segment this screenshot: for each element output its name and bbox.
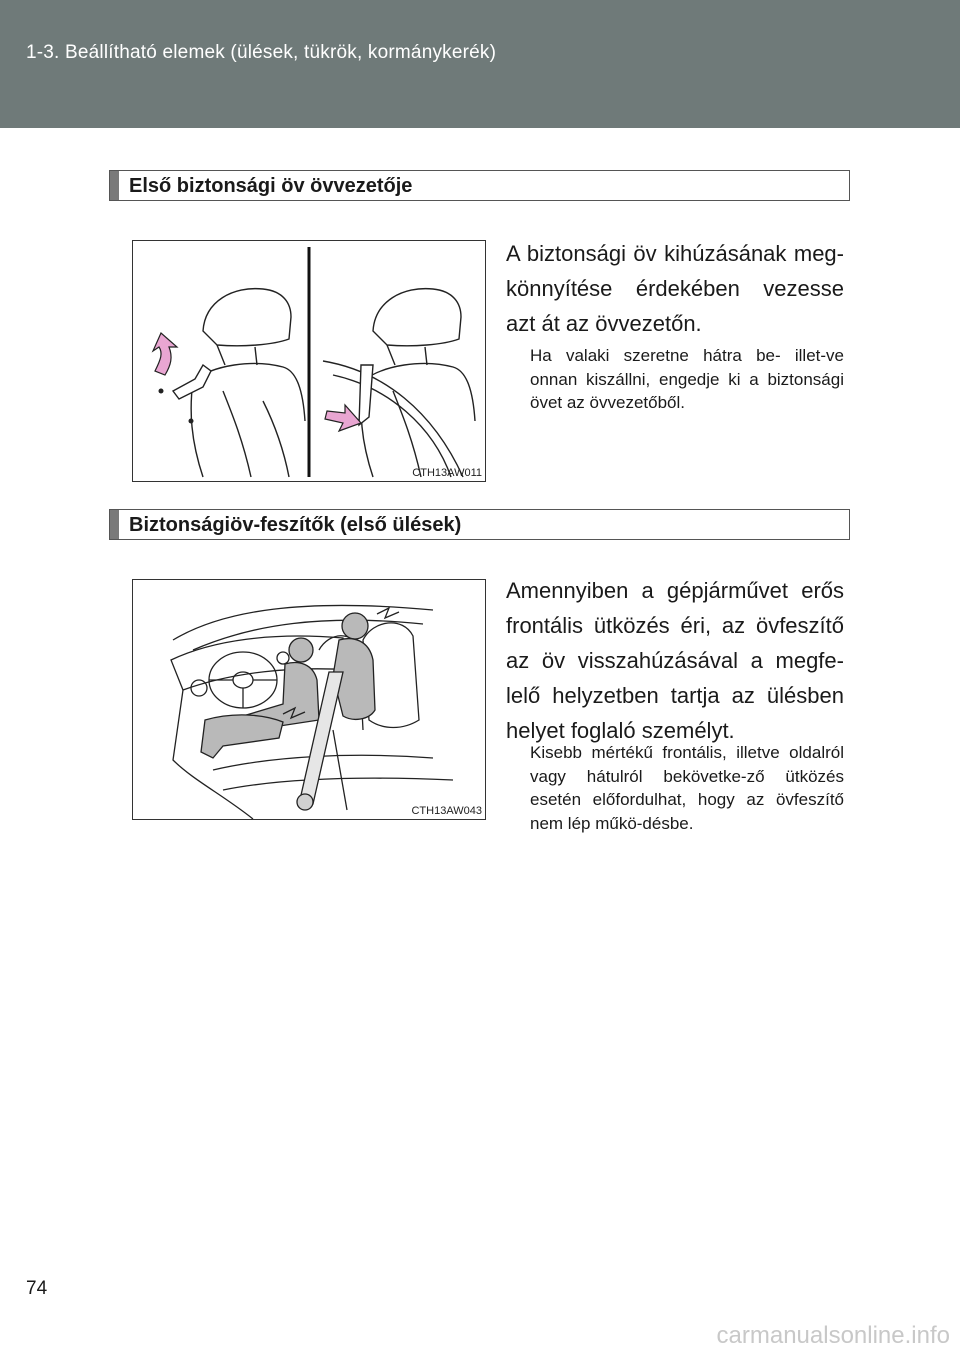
illustration-pretensioner [132,579,486,820]
section-marker [110,171,119,200]
figure-code: CTH13AW043 [411,805,482,817]
seat-belt-guide-drawing [133,241,485,481]
illustration-belt-guide [132,240,486,482]
figure-code: CTH13AW011 [412,467,482,479]
watermark: carmanualsonline.info [716,1322,950,1349]
section-title: Biztonságiöv-feszítők (első ülések) [129,514,462,536]
section2-body: Amennyiben a gépjárművet erős frontális ütközés éri, az övfeszítő az öv visszahúzásával a megfe-lelő helyzetben tartja az ülésben helyet foglaló személyt. [506,578,844,743]
section1-body: A biztonsági öv kihúzásának meg-könnyítése érdekében vezesse azt át az övvezetőn. [506,241,844,336]
section1-note: Ha valaki szeretne hátra be- illet-ve onnan kiszállni, engedje ki a biztonsági övet az övvezetőből. [530,346,844,412]
page-number: 74 [26,1278,48,1299]
section-marker [110,510,119,539]
car-interior-drawing [133,580,485,819]
section-title: Első biztonsági öv övvezetője [129,175,413,197]
page-header [0,0,960,128]
chapter-title: 1-3. Beállítható elemek (ülések, tükrök, kormánykerék) [26,42,497,63]
section2-note: Kisebb mértékű frontális, illetve oldalról vagy hátulról bekövetke-ző ütközés esetén előfordulhat, hogy az övfeszítő nem lép műkö-désbe. [530,743,844,833]
section-heading-belt-guide [109,170,850,201]
section-heading-pretensioners [109,509,850,540]
